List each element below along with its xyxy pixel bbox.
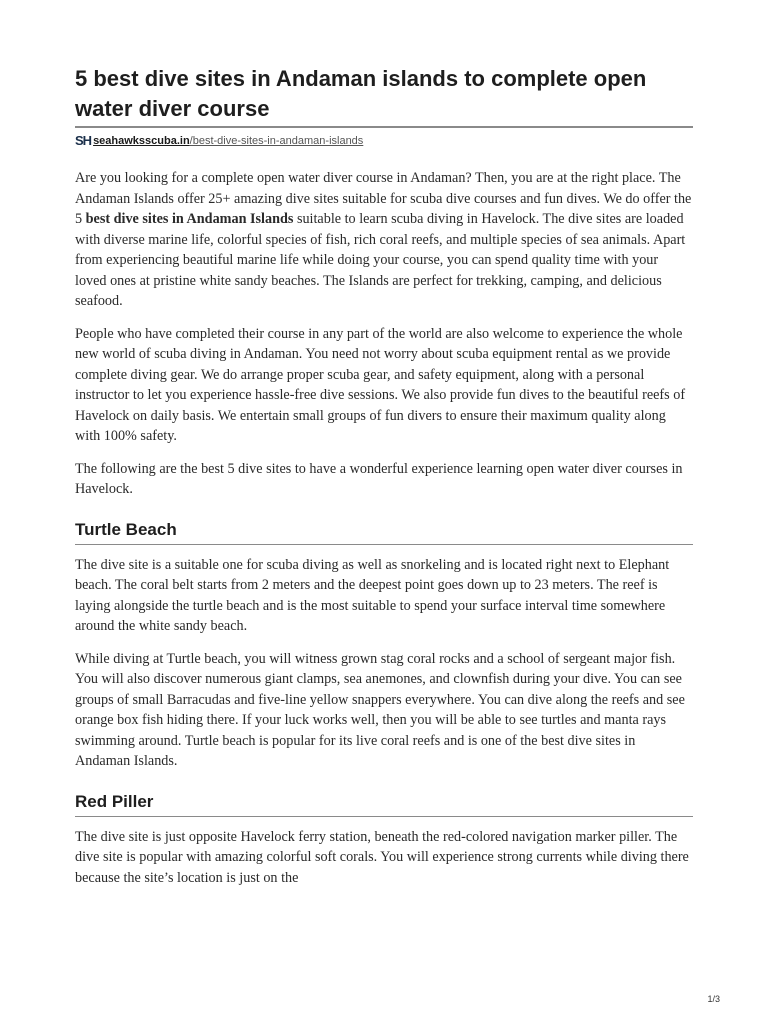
document-title: 5 best dive sites in Andaman islands to complete open water diver course (75, 66, 647, 121)
section-divider (75, 816, 693, 817)
source-link[interactable] (75, 133, 363, 148)
section-heading-turtle-beach: Turtle Beach (75, 519, 177, 539)
turtle-beach-paragraph-2: While diving at Turtle beach, you will witness grown stag coral rocks and a school of sergeant major fish. You will also discover numerous giant clamps, sea anemones, and clownfish during your dive. You can see groups of small Barracudas and five-line yellow snappers everywhere. You can dive along the reefs and see orange box fish hiding there. If your luck works well, then you will be able to see turtles and manta rays swimming around. Turtle beach is popular for its live coral reefs and is one of the best dive sites in Andaman Islands. (75, 650, 685, 769)
seahawks-logo-icon: SH (75, 133, 92, 148)
title-divider (75, 126, 693, 128)
intro-paragraph-3: The following are the best 5 dive sites to have a wonderful experience learning open water diver courses in Havelock. (75, 460, 683, 497)
source-domain[interactable]: seahawksscuba.in (93, 134, 190, 147)
page-number: 1/3 (707, 994, 720, 1004)
section-divider (75, 544, 693, 545)
turtle-beach-paragraph-1: The dive site is a suitable one for scuba diving as well as snorkeling and is located right next to Elephant beach. The coral belt starts from 2 meters and the deepest point goes down up to 23 meters. The reef is laying alongside the turtle beach and is the most suitable to spend your surface interval time somewhere around the white sandy beach. (75, 556, 670, 634)
intro-paragraph-2: People who have completed their course in any part of the world are also welcome to experience the whole new world of scuba diving in Andaman. You need not worry about scuba equipment rental as we provide complete diving gear. We do arrange proper scuba gear, and safety equipment, along with a personal instructor to let you experience hassle-free dive sessions. We also provide fun dives to the beautiful reefs of Havelock on daily basis. We entertain small groups of fun divers to ensure their maximum quality along with 100% safety. (75, 325, 686, 444)
red-piller-paragraph-1: The dive site is just opposite Havelock ferry station, beneath the red-colored navigation marker piller. The dive site is popular with amazing colorful soft corals. You will experience strong currents while diving there because the site’s location is just on the (75, 828, 689, 886)
intro-paragraph-1: Are you looking for a complete open water diver course in Andaman? Then, you are at the right place. The Andaman Islands offer 25+ amazing dive sites suitable for scuba dive courses and fun dives. We do offer the 5 best dive sites in Andaman Islands suitable to learn scuba diving in Havelock. The dive sites are loaded with diverse marine life, colorful species of fish, rich coral reefs, and multiple species of sea animals. Apart from experiencing beautiful marine life while doing your course, you can spend quality time with your loved ones at pristine white sandy beaches. The Islands are perfect for trekking, camping, and delicious seafood. (75, 170, 692, 309)
source-path[interactable]: /best-dive-sites-in-andaman-islands (189, 134, 364, 147)
section-heading-red-piller: Red Piller (75, 791, 154, 811)
bold-keyword: best dive sites in Andaman Islands (85, 211, 294, 227)
article-body (75, 168, 693, 900)
